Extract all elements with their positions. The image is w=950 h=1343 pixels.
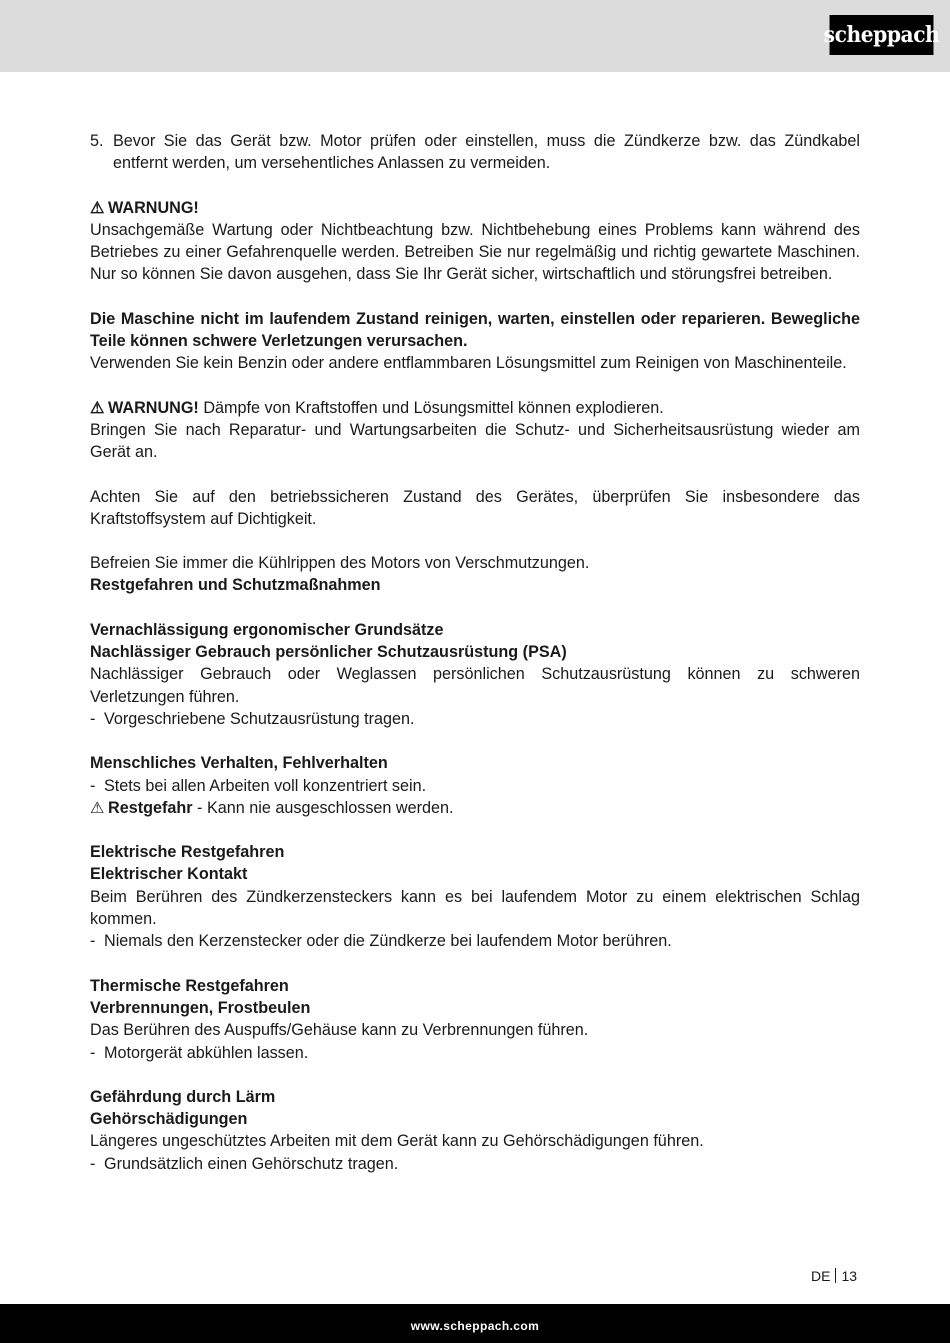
bullet-dash: - (90, 709, 96, 728)
warning-paragraph: Unsachgemäße Wartung oder Nichtbeachtung bzw. Nichtbehebung eines Problems kann während des Betriebes zu einer Gefahrenquelle werden. Betreiben Sie nur regelmäßig und richtig gewartete Maschinen. Nur so können Sie davon ausgehen, dass Sie Ihr Gerät sicher, wirtschaftlich und störungsfrei betreiben. (90, 220, 860, 284)
bullet-item (90, 930, 860, 952)
bullet-text: Stets bei allen Arbeiten voll konzentriert sein. (104, 776, 427, 795)
bullet-item (90, 1153, 860, 1175)
bullet-text: Vorgeschriebene Schutzausrüstung tragen. (104, 709, 415, 728)
section-heading: Restgefahren und Schutzmaßnahmen (90, 576, 381, 595)
section-heading: Thermische Restgefahren (90, 976, 289, 995)
warning-label: WARNUNG! (108, 198, 199, 217)
page-number-divider (835, 1268, 836, 1283)
section-heading: Menschliches Verhalten, Fehlverhalten (90, 754, 388, 773)
warning-icon: ⚠ (90, 398, 105, 417)
bullet-dash: - (90, 1154, 96, 1173)
bold-safety-paragraph: Die Maschine nicht im laufendem Zustand reinigen, warten, einstellen oder reparieren. Bewegliche Teile können schwere Verletzungen verursachen. (90, 309, 860, 351)
bullet-item (90, 708, 860, 730)
residual-risk-label: Restgefahr (108, 798, 193, 817)
residual-risk-line (90, 797, 860, 819)
numbered-item-5 (90, 130, 860, 175)
electric-paragraph: Beim Berühren des Zündkerzensteckers kann es bei laufendem Motor zu einem elektrischen Schlag kommen. (90, 887, 860, 929)
language-code: DE (811, 1268, 831, 1284)
bullet-text: Grundsätzlich einen Gehörschutz tragen. (104, 1154, 399, 1173)
cooling-paragraph: Befreien Sie immer die Kühlrippen des Motors von Verschmutzungen. (90, 554, 590, 573)
psa-paragraph: Nachlässiger Gebrauch oder Weglassen persönlichen Schutzausrüstung können zu schweren Verletzungen führen. (90, 665, 860, 706)
section-heading: Gefährdung durch Lärm (90, 1087, 276, 1106)
item-text: Bevor Sie das Gerät bzw. Motor prüfen oder einstellen, muss die Zündkerze bzw. das Zündkabel entfernt werden, um versehentliches Anlassen zu vermeiden. (113, 132, 860, 173)
section-heading: Elektrische Restgefahren (90, 843, 285, 862)
subsection-heading: Nachlässiger Gebrauch persönlicher Schutzausrüstung (PSA) (90, 643, 567, 662)
item-number: 5. (90, 132, 104, 150)
warning-icon: ⚠ (90, 198, 105, 217)
warning-heading (90, 197, 860, 219)
brand-logo: scheppach (830, 15, 934, 55)
page-header (0, 0, 950, 72)
footer-url: www.scheppach.com (410, 1319, 540, 1333)
bullet-dash: - (90, 932, 96, 951)
page-number (811, 1265, 857, 1287)
warning-text: Dämpfe von Kraftstoffen und Lösungsmittel können explodieren. (198, 398, 664, 417)
subsection-heading: Verbrennungen, Frostbeulen (90, 998, 311, 1017)
solvent-paragraph: Verwenden Sie kein Benzin oder andere entflammbaren Lösungsmittel zum Reinigen von Maschinenteile. (90, 354, 847, 373)
vapour-warning (90, 397, 860, 419)
bullet-dash: - (90, 1043, 96, 1062)
bullet-item (90, 775, 860, 797)
bullet-item (90, 1042, 860, 1064)
warning-icon: ⚠ (90, 798, 105, 817)
section-heading: Vernachlässigung ergonomischer Grundsätze (90, 620, 444, 639)
document-body (90, 130, 860, 1175)
noise-paragraph: Längeres ungeschütztes Arbeiten mit dem Gerät kann zu Gehörschädigungen führen. (90, 1132, 704, 1151)
reattach-paragraph: Bringen Sie nach Reparatur- und Wartungsarbeiten die Schutz- und Sicherheitsausrüstung wieder am Gerät an. (90, 420, 860, 462)
residual-risk-text: - Kann nie ausgeschlossen werden. (192, 798, 454, 817)
subsection-heading: Elektrischer Kontakt (90, 865, 248, 884)
bullet-dash: - (90, 776, 96, 795)
subsection-heading: Gehörschädigungen (90, 1110, 248, 1129)
page-footer (0, 1304, 950, 1343)
bullet-text: Motorgerät abkühlen lassen. (104, 1043, 309, 1062)
thermal-paragraph: Das Berühren des Auspuffs/Gehäuse kann zu Verbrennungen führen. (90, 1021, 589, 1040)
bullet-text: Niemals den Kerzenstecker oder die Zündkerze bei laufendem Motor berühren. (104, 932, 672, 951)
page-number-value: 13 (841, 1268, 858, 1284)
check-paragraph: Achten Sie auf den betriebssicheren Zustand des Gerätes, überprüfen Sie insbesondere das Kraftstoffsystem auf Dichtigkeit. (90, 487, 860, 528)
warning-label: WARNUNG! (108, 398, 199, 417)
